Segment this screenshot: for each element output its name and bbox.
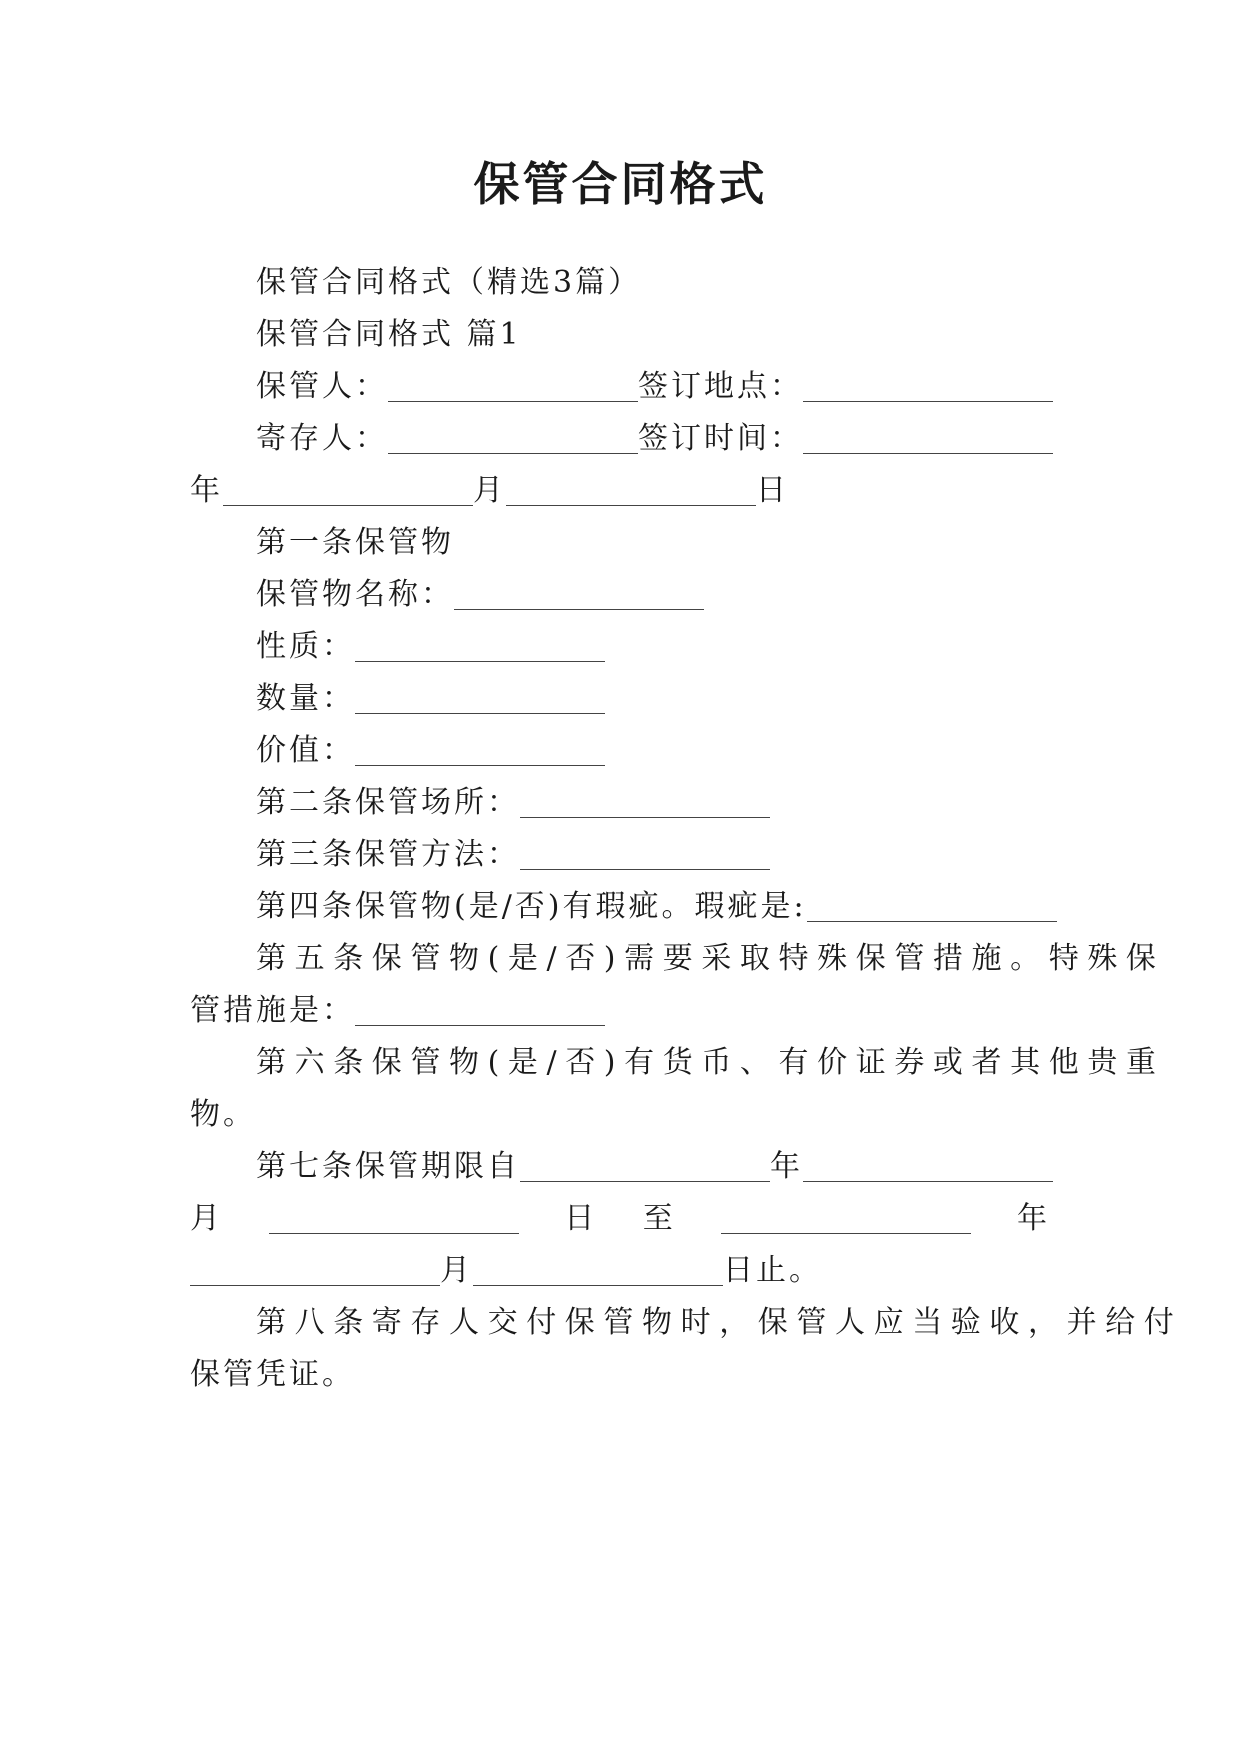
article-7-line [190,1138,1116,1196]
article-6-end: 物。 [190,1097,256,1132]
item-name-line [190,566,1116,624]
section-heading [190,306,1116,364]
subtitle-line [190,254,1116,312]
custodian-line [190,358,1116,416]
value-label: 价值： [256,733,355,768]
month-label: 月 [473,473,506,508]
period-to-day-blank[interactable] [473,1285,723,1286]
special-measures-label: 管措施是： [190,993,355,1028]
period-from-year-blank[interactable] [520,1181,770,1182]
period-from-label: 第七条保管期限自 [256,1149,520,1184]
defect-label: 第四条保管物(是/否)有瑕疵。瑕疵是: [256,889,807,924]
depositor-blank[interactable] [388,453,638,454]
quantity-blank[interactable] [355,713,605,714]
article-8-line [190,1294,1183,1352]
signing-time-label: 签订时间： [638,421,803,456]
year-blank[interactable] [223,505,473,506]
article-8-text: 第八条寄存人交付保管物时，保管人应当验收，并给付 [256,1305,1183,1340]
date-line [190,462,1050,520]
storage-place-blank[interactable] [520,817,770,818]
signing-place-label: 签订地点： [638,369,803,404]
section-heading-text: 保管合同格式 篇1 [256,317,522,352]
article-3-line [190,826,1116,884]
signing-place-blank[interactable] [803,401,1053,402]
period-to-month-blank[interactable] [190,1285,440,1286]
value-blank[interactable] [355,765,605,766]
period-from-day-label: 日 [564,1201,598,1236]
period-to-month-label: 月 [440,1253,473,1288]
defect-blank[interactable] [807,921,1057,922]
article-2-line [190,774,1116,832]
article-6-text: 第六条保管物(是/否)有货币、有价证券或者其他贵重 [256,1045,1165,1080]
article-5-line [190,930,1165,988]
nature-blank[interactable] [355,661,605,662]
quantity-label: 数量： [256,681,355,716]
period-to-year-blank[interactable] [721,1233,971,1234]
value-line [190,722,1116,780]
item-name-blank[interactable] [454,609,704,610]
period-from-month-label: 月 [190,1201,223,1236]
year-label: 年 [190,473,223,508]
signing-time-blank[interactable] [803,453,1053,454]
article-1-text: 第一条保管物 [256,525,454,560]
period-from-day-blank[interactable] [269,1233,519,1234]
special-measures-blank[interactable] [355,1025,605,1026]
article-1-heading [190,514,1116,572]
storage-method-label: 第三条保管方法： [256,837,520,872]
article-7-end [190,1242,1050,1300]
article-8-end: 保管凭证。 [190,1357,355,1392]
period-to-label: 至 [642,1201,676,1236]
article-7-continued [190,1190,1050,1248]
quantity-line [190,670,1116,728]
day-label: 日 [756,473,789,508]
custodian-blank[interactable] [388,401,638,402]
article-6-line [190,1034,1165,1092]
article-5-text: 第五条保管物(是/否)需要采取特殊保管措施。特殊保 [256,941,1165,976]
depositor-label: 寄存人： [256,421,388,456]
nature-line [190,618,1116,676]
item-name-label: 保管物名称： [256,577,454,612]
document-title: 保管合同格式 [473,157,768,211]
article-4-line [190,878,1116,936]
nature-label: 性质： [256,629,355,664]
storage-place-label: 第二条保管场所： [256,785,520,820]
article-6-continued [190,1086,1050,1144]
article-5-continued [190,982,1050,1040]
article-8-continued [190,1346,1050,1404]
storage-method-blank[interactable] [520,869,770,870]
month-blank[interactable] [506,505,756,506]
custodian-label: 保管人： [256,369,388,404]
period-from-year-label: 年 [770,1149,803,1184]
period-from-month-blank[interactable] [803,1181,1053,1182]
period-to-day-label: 日止。 [723,1253,822,1288]
period-to-year-label: 年 [1016,1201,1050,1236]
subtitle-text: 保管合同格式（精选3篇） [256,265,642,300]
depositor-line [190,410,1116,468]
